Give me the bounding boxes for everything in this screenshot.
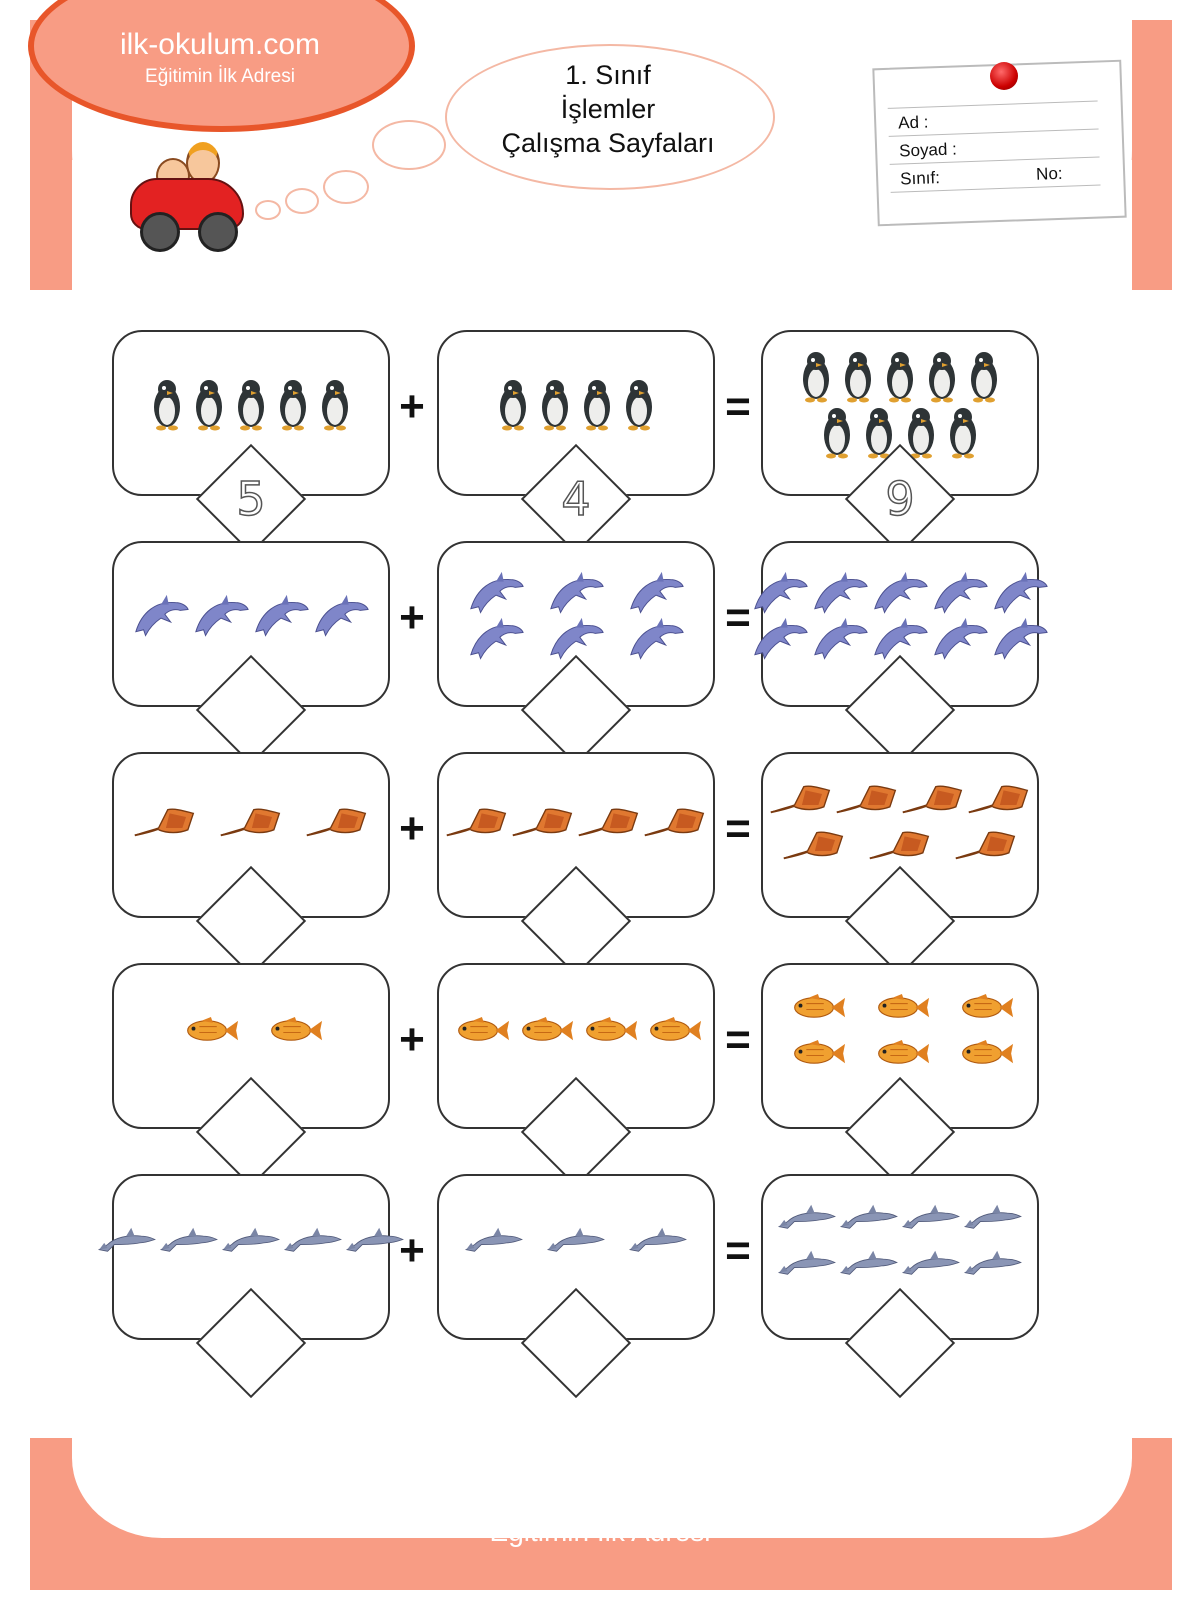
penguin-icon: [493, 377, 533, 436]
icon-row: [767, 570, 1033, 619]
plus-sign: +: [399, 804, 425, 853]
dolphin-icon: [252, 593, 310, 642]
equals-sign: =: [725, 593, 751, 642]
shark-icon: [901, 1203, 961, 1235]
penguin-icon: [577, 377, 617, 436]
icon-row: [118, 593, 384, 642]
dolphin-icon: [811, 570, 869, 619]
equals-sign: =: [725, 1015, 751, 1064]
icon-row: [767, 827, 1033, 867]
stingray-icon: [133, 804, 197, 844]
goldfish-icon: [513, 1015, 575, 1051]
penguin-icon: [189, 377, 229, 436]
equals-sign: =: [725, 382, 751, 431]
icon-row: [767, 992, 1033, 1028]
plus-sign: +: [399, 593, 425, 642]
dolphin-icon: [467, 570, 525, 619]
dolphin-icon: [132, 593, 190, 642]
dolphin-icon: [751, 616, 809, 665]
icon-row: [767, 349, 1033, 408]
thought-bubble-small: [372, 120, 446, 170]
dolphin-icon: [547, 570, 605, 619]
goldfish-icon: [641, 1015, 703, 1051]
icon-row: [118, 804, 384, 844]
shark-icon: [464, 1226, 524, 1258]
goldfish-icon: [953, 992, 1015, 1028]
push-pin-icon: [990, 62, 1018, 90]
title-line-1: 1. Sınıf: [565, 60, 651, 90]
shark-icon: [546, 1226, 606, 1258]
penguin-icon: [796, 349, 836, 408]
dolphin-icon: [312, 593, 370, 642]
plus-sign: +: [399, 1226, 425, 1275]
name-label: Ad :: [897, 112, 929, 133]
goldfish-icon: [577, 1015, 639, 1051]
penguin-icon: [273, 377, 313, 436]
equals-sign: =: [725, 804, 751, 853]
shark-icon: [159, 1226, 219, 1258]
dolphin-icon: [991, 570, 1049, 619]
stingray-icon: [305, 804, 369, 844]
plus-sign: +: [399, 1015, 425, 1064]
stingray-icon: [445, 804, 509, 844]
goldfish-icon: [449, 1015, 511, 1051]
dolphin-icon: [467, 616, 525, 665]
answer-digit: 5: [236, 472, 266, 526]
shark-icon: [97, 1226, 157, 1258]
shark-icon: [839, 1249, 899, 1281]
penguin-icon: [964, 349, 1004, 408]
dolphin-icon: [931, 570, 989, 619]
icon-row: [443, 377, 709, 436]
stingray-icon: [511, 804, 575, 844]
dolphin-icon: [811, 616, 869, 665]
class-label: Sınıf:: [899, 168, 941, 189]
title-line-3: Çalışma Sayfaları: [501, 128, 715, 158]
dolphin-icon: [991, 616, 1049, 665]
divider: [888, 101, 1098, 109]
shark-icon: [963, 1203, 1023, 1235]
dolphin-icon: [871, 570, 929, 619]
penguin-icon: [880, 349, 920, 408]
icon-row: [443, 804, 709, 844]
penguin-icon: [619, 377, 659, 436]
shark-icon: [777, 1203, 837, 1235]
footer-tagline: Eğitimin İlk Adresi: [489, 1516, 711, 1547]
shark-icon: [963, 1249, 1023, 1281]
stingray-icon: [769, 781, 833, 821]
stingray-icon: [954, 827, 1018, 867]
shark-icon: [221, 1226, 281, 1258]
wheel-icon: [140, 212, 180, 252]
thought-bubble-small: [323, 170, 369, 204]
shark-icon: [628, 1226, 688, 1258]
dolphin-icon: [627, 616, 685, 665]
stingray-icon: [643, 804, 707, 844]
icon-row: [767, 1203, 1033, 1235]
penguin-icon: [838, 349, 878, 408]
icon-row: [118, 1226, 384, 1258]
goldfish-icon: [178, 1015, 240, 1051]
penguin-icon: [315, 377, 355, 436]
shark-icon: [777, 1249, 837, 1281]
dolphin-icon: [627, 570, 685, 619]
shark-icon: [901, 1249, 961, 1281]
thought-bubble-small: [255, 200, 281, 220]
number-label: No:: [1035, 163, 1063, 184]
wheel-icon: [198, 212, 238, 252]
logo-site: ilk-okulum.com: [119, 28, 321, 61]
answer-digit: 4: [561, 472, 591, 526]
logo-tagline: Eğitimin İlk Adresi: [145, 66, 295, 87]
dolphin-icon: [192, 593, 250, 642]
thought-bubble-small: [285, 188, 319, 214]
penguin-icon: [922, 349, 962, 408]
icon-row: [443, 1015, 709, 1051]
penguin-icon: [535, 377, 575, 436]
goldfish-icon: [785, 1038, 847, 1074]
footer-site: ilk-okulum.com: [453, 1470, 747, 1519]
goldfish-icon: [262, 1015, 324, 1051]
stingray-icon: [835, 781, 899, 821]
stingray-icon: [967, 781, 1031, 821]
stingray-icon: [868, 827, 932, 867]
penguin-icon: [147, 377, 187, 436]
dolphin-icon: [931, 616, 989, 665]
page-title: [448, 58, 768, 160]
goldfish-icon: [953, 1038, 1015, 1074]
dolphin-icon: [751, 570, 809, 619]
icon-row: [443, 570, 709, 619]
penguin-icon: [817, 405, 857, 464]
shark-icon: [283, 1226, 343, 1258]
icon-row: [443, 1226, 709, 1258]
equals-sign: =: [725, 1226, 751, 1275]
stingray-icon: [219, 804, 283, 844]
stingray-icon: [782, 827, 846, 867]
penguin-icon: [231, 377, 271, 436]
icon-row: [118, 1015, 384, 1051]
shark-icon: [839, 1203, 899, 1235]
goldfish-icon: [869, 1038, 931, 1074]
surname-label: Soyad :: [898, 139, 958, 161]
icon-row: [767, 1038, 1033, 1074]
stingray-icon: [577, 804, 641, 844]
goldfish-icon: [785, 992, 847, 1028]
stingray-icon: [901, 781, 965, 821]
answer-digit: 9: [885, 472, 915, 526]
icon-row: [767, 1249, 1033, 1281]
penguin-icon: [943, 405, 983, 464]
title-line-2: İşlemler: [560, 94, 656, 124]
plus-sign: +: [399, 382, 425, 431]
goldfish-icon: [869, 992, 931, 1028]
icon-row: [767, 781, 1033, 821]
icon-row: [118, 377, 384, 436]
